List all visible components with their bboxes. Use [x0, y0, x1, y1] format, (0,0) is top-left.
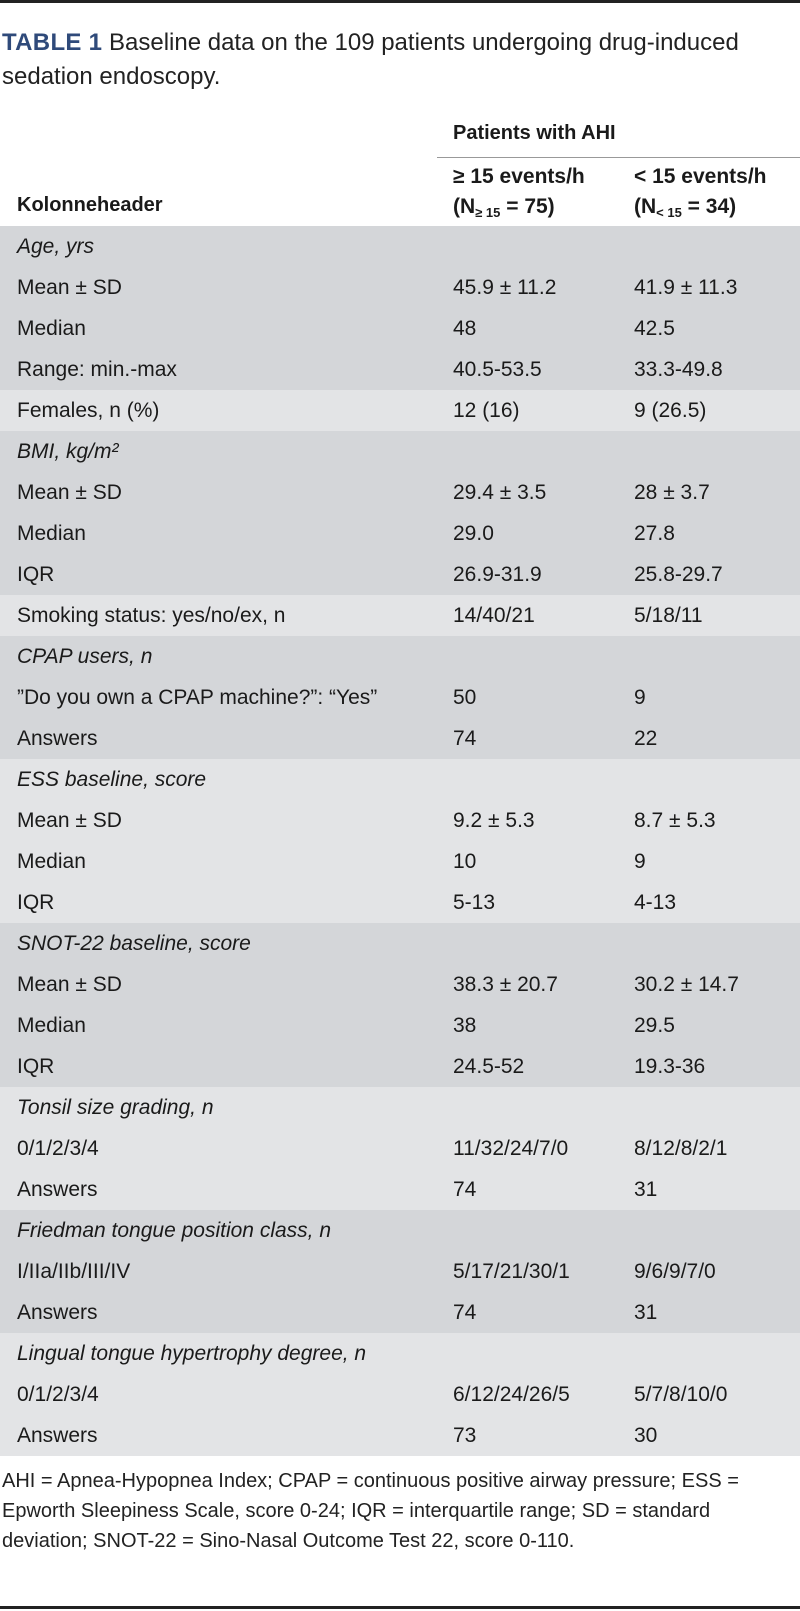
group-title: Age, yrs — [17, 235, 95, 258]
value-low-ahi: 8/12/8/2/1 — [634, 1137, 728, 1160]
group-title: Tonsil size grading, n — [17, 1096, 214, 1119]
value-low-ahi: 29.5 — [634, 1014, 675, 1037]
table-row — [0, 1128, 800, 1169]
row-label: Mean ± SD — [17, 809, 122, 832]
row-label: Range: min.-max — [17, 358, 177, 381]
table-group — [0, 636, 800, 759]
row-label: Median — [17, 850, 86, 873]
header-group-rule — [437, 157, 800, 158]
table-header — [0, 112, 800, 226]
row-label: Median — [17, 1014, 86, 1037]
table-row — [0, 1169, 800, 1210]
value-low-ahi: 42.5 — [634, 317, 675, 340]
table-row — [0, 1374, 800, 1415]
group-title: Friedman tongue position class, n — [17, 1219, 332, 1242]
value-high-ahi: 74 — [453, 1178, 477, 1201]
table-row — [0, 554, 800, 595]
value-low-ahi: 22 — [634, 727, 658, 750]
value-high-ahi: 45.9 ± 11.2 — [453, 276, 557, 299]
table-row — [0, 349, 800, 390]
table-row — [0, 1415, 800, 1456]
value-high-ahi: 6/12/24/26/5 — [453, 1383, 570, 1406]
n-subscript: < 15 — [656, 205, 682, 220]
n-subscript: ≥ 15 — [475, 205, 501, 220]
n-value: = 75) — [500, 195, 555, 218]
value-low-ahi: 5/7/8/10/0 — [634, 1383, 728, 1406]
value-low-ahi: 31 — [634, 1178, 658, 1201]
table-row — [0, 800, 800, 841]
table-group — [0, 431, 800, 595]
row-label: 0/1/2/3/4 — [17, 1137, 99, 1160]
row-label: Answers — [17, 1424, 98, 1447]
n-value: = 34) — [681, 195, 737, 218]
group-title-row — [0, 923, 800, 964]
value-high-ahi: 26.9-31.9 — [453, 563, 542, 586]
row-label: Mean ± SD — [17, 481, 122, 504]
group-title: ESS baseline, score — [17, 768, 207, 791]
value-high-ahi: 5-13 — [453, 891, 496, 914]
table-row — [0, 1251, 800, 1292]
table-group — [0, 390, 800, 431]
group-title: Lingual tongue hypertrophy degree, n — [17, 1342, 367, 1365]
value-low-ahi: 9 — [634, 850, 646, 873]
table-body — [0, 226, 800, 1456]
table-row — [0, 390, 800, 431]
value-low-ahi: 5/18/11 — [634, 604, 703, 627]
value-high-ahi: 9.2 ± 5.3 — [453, 809, 535, 832]
table-group — [0, 759, 800, 923]
value-low-ahi: 8.7 ± 5.3 — [634, 809, 716, 832]
group-title: CPAP users, n — [17, 645, 153, 668]
value-low-ahi: 41.9 ± 11.3 — [634, 276, 738, 299]
value-high-ahi: 11/32/24/7/0 — [453, 1137, 569, 1160]
row-label: Median — [17, 522, 86, 545]
top-rule — [0, 0, 800, 3]
table-row — [0, 1046, 800, 1087]
group-title: BMI, kg/m² — [17, 440, 119, 463]
row-label: Answers — [17, 1178, 98, 1201]
value-high-ahi: 24.5-52 — [453, 1055, 525, 1078]
value-low-ahi: 30 — [634, 1424, 658, 1447]
value-high-ahi: 38.3 ± 20.7 — [453, 973, 558, 996]
value-high-ahi: 29.4 ± 3.5 — [453, 481, 547, 504]
group-title-row — [0, 1210, 800, 1251]
table-caption — [2, 26, 782, 94]
group-title-row — [0, 226, 800, 267]
value-low-ahi: 30.2 ± 14.7 — [634, 973, 739, 996]
row-label: ”Do you own a CPAP machine?”: “Yes” — [17, 686, 378, 709]
table-row — [0, 1005, 800, 1046]
row-label: IQR — [17, 563, 55, 586]
table-label: TABLE 1 — [2, 29, 103, 56]
value-low-ahi: 28 ± 3.7 — [634, 481, 710, 504]
value-high-ahi: 40.5-53.5 — [453, 358, 542, 381]
value-low-ahi: 19.3-36 — [634, 1055, 706, 1078]
value-high-ahi: 73 — [453, 1424, 477, 1447]
table-row — [0, 718, 800, 759]
row-label: Median — [17, 317, 86, 340]
n-prefix: (N — [453, 195, 476, 218]
row-label: Answers — [17, 1301, 98, 1324]
table-row — [0, 1292, 800, 1333]
row-label: IQR — [17, 1055, 55, 1078]
value-low-ahi: 31 — [634, 1301, 658, 1324]
table-row — [0, 513, 800, 554]
row-label: 0/1/2/3/4 — [17, 1383, 99, 1406]
header-row-label: Kolonneheader — [17, 194, 163, 216]
table-row — [0, 841, 800, 882]
value-low-ahi: 4-13 — [634, 891, 677, 914]
table-group — [0, 226, 800, 390]
header-col-low-ahi — [634, 162, 767, 224]
row-label: IQR — [17, 891, 55, 914]
value-high-ahi: 48 — [453, 317, 477, 340]
table-footnote: AHI = Apnea-Hypopnea Index; CPAP = continuous positive airway pressure; ESS = Epworth Sleepiness Scale, score 0-24; IQR = interquartile range; SD = standard deviation; SNOT-22 = Sino-Nasal Outcome Test 22, score 0-110. — [2, 1470, 739, 1552]
group-title-row — [0, 431, 800, 472]
table-group — [0, 595, 800, 636]
row-label: I/IIa/IIb/III/IV — [17, 1260, 131, 1283]
value-high-ahi: 74 — [453, 727, 477, 750]
bottom-rule — [0, 1606, 800, 1609]
table-row — [0, 964, 800, 1005]
table-row — [0, 595, 800, 636]
group-title-row — [0, 759, 800, 800]
row-label: Smoking status: yes/no/ex, n — [17, 604, 286, 627]
header-col-high-ahi-line1: ≥ 15 events/h — [453, 165, 585, 188]
value-high-ahi: 38 — [453, 1014, 477, 1037]
table-row — [0, 472, 800, 513]
value-high-ahi: 50 — [453, 686, 477, 709]
value-low-ahi: 9 (26.5) — [634, 399, 707, 422]
group-title-row — [0, 1087, 800, 1128]
group-title-row — [0, 1333, 800, 1374]
group-title: SNOT-22 baseline, score — [17, 932, 251, 955]
header-group-label: Patients with AHI — [453, 122, 616, 144]
value-high-ahi: 29.0 — [453, 522, 494, 545]
value-high-ahi: 5/17/21/30/1 — [453, 1260, 570, 1283]
header-col-high-ahi — [453, 162, 585, 224]
row-label: Mean ± SD — [17, 973, 122, 996]
group-title-row — [0, 636, 800, 677]
value-low-ahi: 25.8-29.7 — [634, 563, 723, 586]
row-label: Answers — [17, 727, 98, 750]
table-group — [0, 1087, 800, 1210]
value-high-ahi: 14/40/21 — [453, 604, 535, 627]
header-col-high-ahi-n — [453, 192, 585, 224]
table-group — [0, 923, 800, 1087]
n-prefix: (N — [634, 195, 657, 218]
table-group — [0, 1333, 800, 1456]
table-row — [0, 882, 800, 923]
value-low-ahi: 33.3-49.8 — [634, 358, 723, 381]
table-row — [0, 677, 800, 718]
table-row — [0, 308, 800, 349]
header-col-low-ahi-n — [634, 192, 767, 224]
table-row — [0, 267, 800, 308]
value-high-ahi: 10 — [453, 850, 477, 873]
header-col-low-ahi-line1: < 15 events/h — [634, 165, 767, 188]
row-label: Mean ± SD — [17, 276, 122, 299]
value-high-ahi: 74 — [453, 1301, 477, 1324]
value-low-ahi: 27.8 — [634, 522, 675, 545]
caption-text: Baseline data on the 109 patients undergoing drug-induced sedation endoscopy. — [2, 29, 739, 90]
table-group — [0, 1210, 800, 1333]
row-label: Females, n (%) — [17, 399, 160, 422]
value-low-ahi: 9 — [634, 686, 646, 709]
value-low-ahi: 9/6/9/7/0 — [634, 1260, 716, 1283]
value-high-ahi: 12 (16) — [453, 399, 520, 422]
